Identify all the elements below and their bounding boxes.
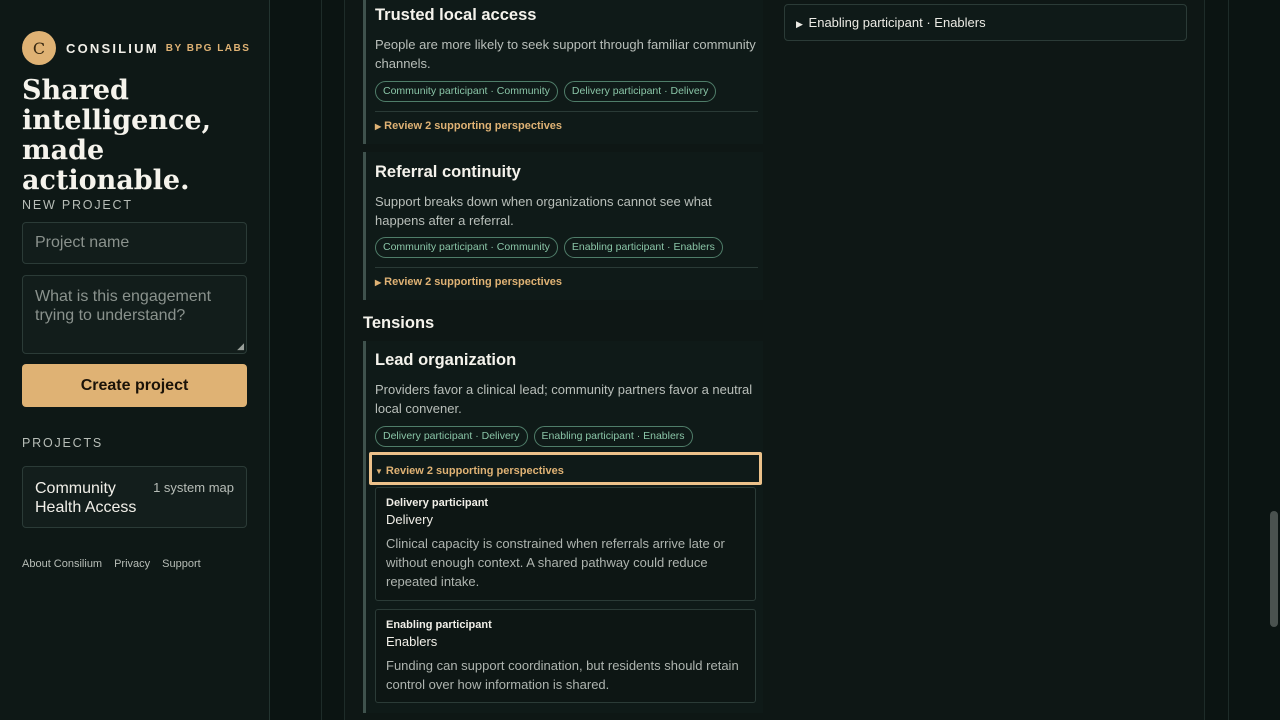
theme-description: People are more likely to seek support through familiar community channels. bbox=[375, 37, 756, 71]
perspective-group: Enablers bbox=[386, 634, 438, 649]
divider bbox=[375, 267, 758, 268]
theme-title: Referral continuity bbox=[375, 163, 521, 181]
review-perspectives-toggle[interactable] bbox=[375, 120, 562, 132]
triangle-right-icon: ▶ bbox=[796, 19, 803, 29]
create-project-button[interactable]: Create project bbox=[22, 364, 247, 407]
privacy-link[interactable]: Privacy bbox=[114, 558, 151, 570]
projects-label: PROJECTS bbox=[22, 436, 104, 450]
perspective-card bbox=[375, 609, 756, 703]
participant-chips bbox=[375, 237, 723, 258]
review-perspectives-toggle[interactable] bbox=[375, 276, 562, 288]
perspective-group: Delivery bbox=[386, 512, 433, 527]
project-name-input[interactable]: Project name bbox=[22, 222, 247, 264]
perspective-role: Delivery participant bbox=[386, 497, 489, 509]
participant-disclosure-label: Enabling participant · Enablers bbox=[808, 15, 986, 30]
support-link[interactable]: Support bbox=[162, 558, 201, 570]
perspective-card bbox=[375, 487, 756, 601]
tagline: Shared intelligence, made actionable. bbox=[22, 75, 212, 196]
resize-grip-icon[interactable]: ◢ bbox=[237, 341, 244, 351]
theme-card bbox=[363, 0, 763, 144]
theme-description: Support breaks down when organizations cannot see what happens after a referral. bbox=[375, 194, 712, 228]
participant-chip: Enabling participant · Enablers bbox=[564, 237, 723, 258]
engagement-question-placeholder: What is this engagement trying to understand? bbox=[35, 288, 212, 324]
participant-chip: Delivery participant · Delivery bbox=[564, 81, 717, 102]
gutter-divider bbox=[1228, 0, 1229, 720]
project-title: Community Health Access bbox=[35, 480, 137, 516]
focus-ring bbox=[369, 452, 762, 485]
theme-title: Trusted local access bbox=[375, 6, 537, 24]
engagement-question-textarea[interactable] bbox=[22, 275, 247, 354]
theme-card bbox=[363, 152, 763, 300]
gutter-divider bbox=[321, 0, 322, 720]
new-project-label: NEW PROJECT bbox=[22, 198, 133, 212]
participant-chip: Community participant · Community bbox=[375, 81, 558, 102]
tension-title: Lead organization bbox=[375, 351, 517, 369]
perspective-text: Funding can support coordination, but residents should retain control over how information is shared. bbox=[386, 658, 739, 692]
tension-description: Providers favor a clinical lead; community partners favor a neutral local convener. bbox=[375, 382, 753, 416]
participant-chip: Community participant · Community bbox=[375, 237, 558, 258]
sidebar bbox=[0, 0, 270, 720]
page-scrollbar[interactable] bbox=[1270, 511, 1278, 627]
participant-disclosure-toggle[interactable] bbox=[784, 4, 1187, 41]
triangle-down-icon: ▼ bbox=[375, 467, 383, 476]
footer-links bbox=[22, 558, 201, 570]
perspective-role: Enabling participant bbox=[386, 619, 492, 631]
project-card[interactable] bbox=[22, 466, 247, 528]
perspective-text: Clinical capacity is constrained when referrals arrive late or without enough context. A shared pathway could reduce repeated intake. bbox=[386, 536, 725, 589]
divider bbox=[375, 111, 758, 112]
brand-name: CONSILIUM bbox=[66, 40, 159, 56]
tensions-heading: Tensions bbox=[363, 314, 435, 332]
brand-logo-icon: C bbox=[22, 31, 56, 65]
participant-chips bbox=[375, 426, 693, 447]
about-link[interactable]: About Consilium bbox=[22, 558, 103, 570]
participant-chip: Enabling participant · Enablers bbox=[534, 426, 693, 447]
brand[interactable] bbox=[22, 31, 250, 65]
brand-by-line: BY BPG LABS bbox=[165, 42, 251, 54]
review-label: Review 2 supporting perspectives bbox=[385, 465, 564, 477]
triangle-right-icon: ▶ bbox=[375, 122, 382, 131]
triangle-right-icon: ▶ bbox=[375, 278, 382, 287]
review-label: Review 2 supporting perspectives bbox=[384, 120, 563, 132]
participant-chip: Delivery participant · Delivery bbox=[375, 426, 528, 447]
participant-chips bbox=[375, 81, 716, 102]
review-label: Review 2 supporting perspectives bbox=[384, 276, 563, 288]
project-meta: 1 system map bbox=[153, 480, 234, 495]
